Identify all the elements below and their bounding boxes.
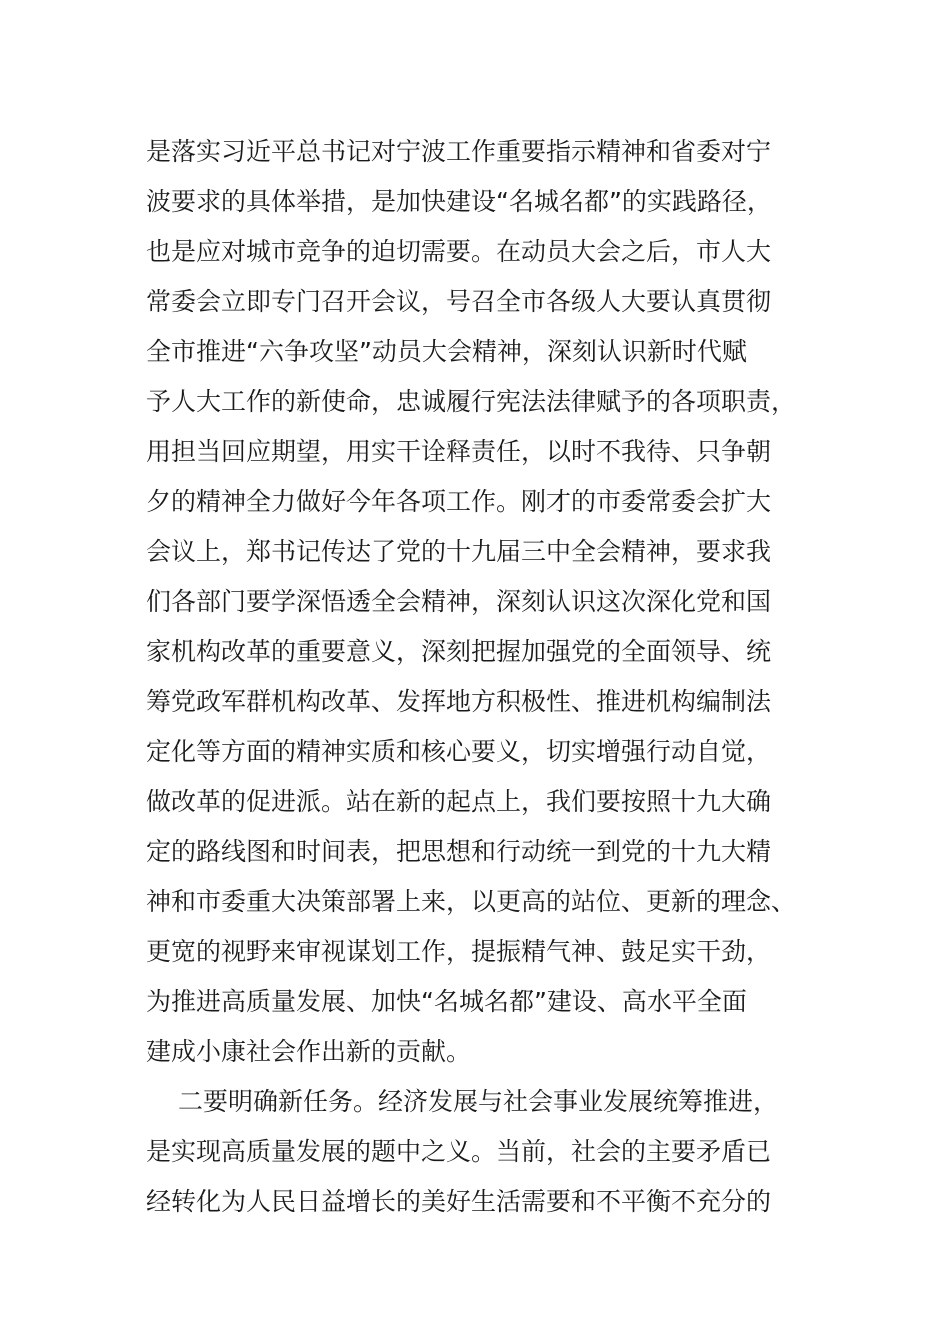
text-line-7: 用担当回应期望，用实干诠释责任，以时不我待、只争朝: [146, 437, 772, 466]
text-line-19: 建成小康社会作出新的贡献。: [146, 1037, 472, 1066]
text-line-16: 神和市委重大决策部署上来，以更高的站位、更新的理念、: [146, 887, 797, 916]
text-line-2: 波要求的具体举措，是加快建设“名城名都”的实践路径，: [146, 187, 772, 216]
text-line-1: 是落实习近平总书记对宁波工作重要指示精神和省委对宁: [146, 137, 772, 166]
text-line-13: 定化等方面的精神实质和核心要义，切实增强行动自觉，: [146, 737, 772, 766]
text-line-11: 家机构改革的重要意义，深刻把握加强党的全面领导、统: [146, 637, 772, 666]
text-line-17: 更宽的视野来审视谋划工作，提振精气神、鼓足实干劲，: [146, 937, 772, 966]
text-line-18: 为推进高质量发展、加快“名城名都”建设、高水平全面: [146, 987, 747, 1016]
text-line-15: 定的路线图和时间表，把思想和行动统一到党的十九大精: [146, 837, 772, 866]
text-line-6: 予人大工作的新使命，忠诚履行宪法法律赋予的各项职责，: [146, 387, 797, 416]
text-line-10: 们各部门要学深悟透全会精神，深刻认识这次深化党和国: [146, 587, 772, 616]
text-line-9: 会议上，郑书记传达了党的十九届三中全会精神，要求我: [146, 537, 772, 566]
text-line-14: 做改革的促进派。站在新的起点上，我们要按照十九大确: [146, 787, 772, 816]
text-line-4: 常委会立即专门召开会议，号召全市各级人大要认真贯彻: [146, 287, 772, 316]
text-line-21: 是实现高质量发展的题中之义。当前，社会的主要矛盾已: [146, 1137, 772, 1166]
text-line-22: 经转化为人民日益增长的美好生活需要和不平衡不充分的: [146, 1187, 772, 1216]
text-line-3: 也是应对城市竞争的迫切需要。在动员大会之后，市人大: [146, 237, 772, 266]
text-line-5: 全市推进“六争攻坚”动员大会精神，深刻认识新时代赋: [146, 337, 747, 366]
document-body-text: [146, 127, 806, 1227]
text-line-20-paragraph-start: 二要明确新任务。经济发展与社会事业发展统筹推进，: [178, 1087, 779, 1116]
text-line-8: 夕的精神全力做好今年各项工作。刚才的市委常委会扩大: [146, 487, 772, 516]
text-line-12: 筹党政军群机构改革、发挥地方积极性、推进机构编制法: [146, 687, 772, 716]
